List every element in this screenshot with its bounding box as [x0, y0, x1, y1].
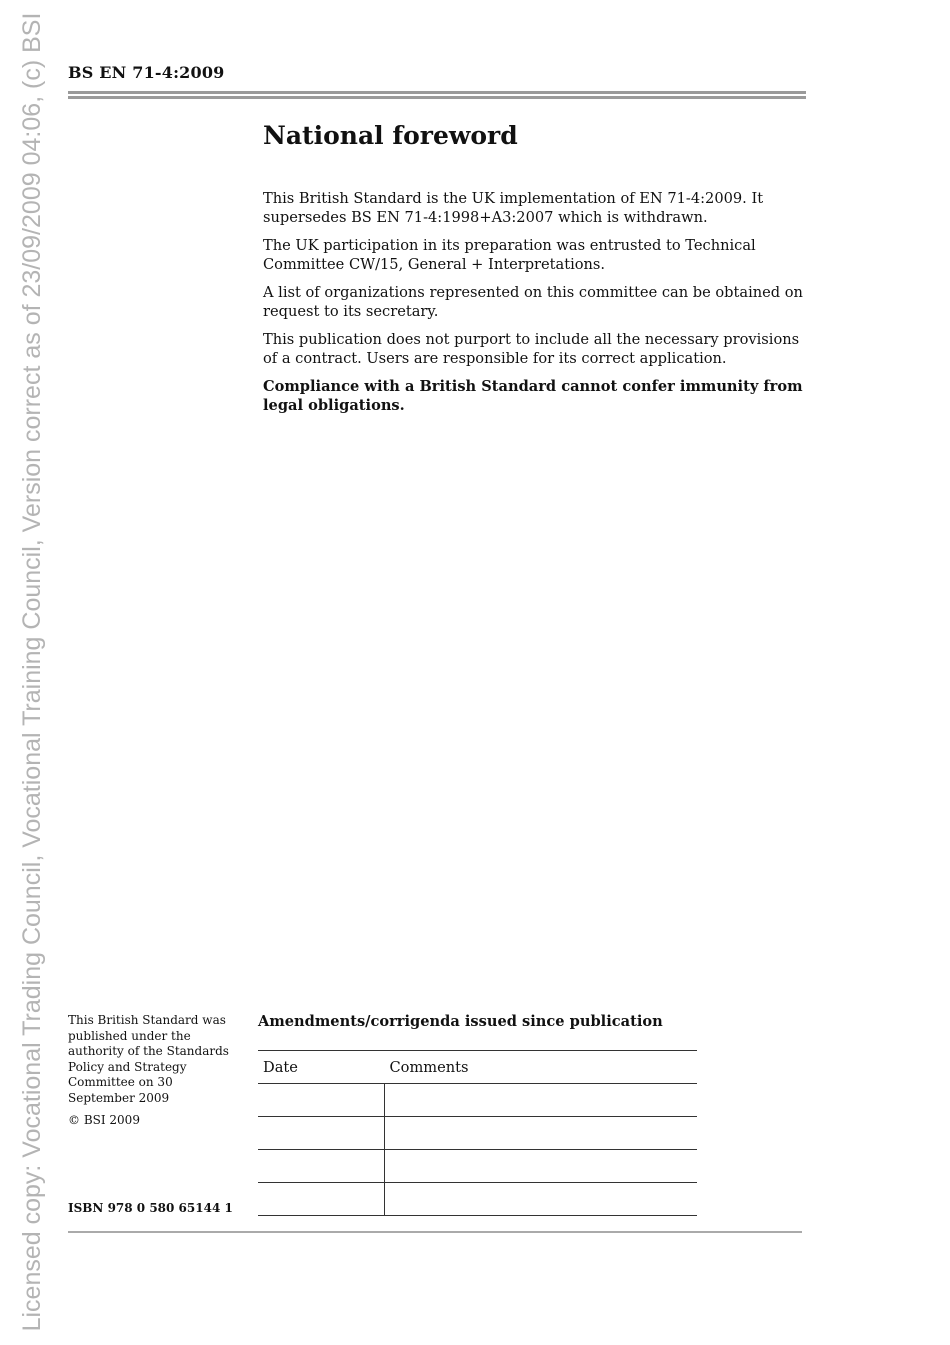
copyright-notice: © BSI 2009	[68, 1113, 140, 1127]
column-header-comments: Comments	[385, 1051, 698, 1084]
table-row	[258, 1150, 697, 1183]
table-cell-date	[258, 1183, 385, 1216]
table-header-row	[258, 1051, 697, 1084]
publication-authority: This British Standard was published under the authority of the Standards Policy and Strategy Committee on 30 September 2009	[68, 1013, 229, 1105]
amendments-table	[258, 1050, 697, 1216]
header-divider-bottom	[68, 96, 806, 99]
amendments-title: Amendments/corrigenda issued since publication	[258, 1013, 663, 1030]
compliance-statement: Compliance with a British Standard cannot confer immunity from legal obligations.	[263, 378, 803, 414]
table-cell-date	[258, 1150, 385, 1183]
table-cell-comments	[385, 1117, 698, 1150]
table-cell-comments	[385, 1084, 698, 1117]
foreword-paragraph: This British Standard is the UK implementation of EN 71-4:2009. It supersedes BS EN 71-4:1998+A3:2007 which is withdrawn.	[263, 190, 764, 226]
header-divider-top	[68, 91, 806, 94]
foreword-paragraph: The UK participation in its preparation was entrusted to Technical Committee CW/15, General + Interpretations.	[263, 237, 756, 273]
table-cell-comments	[385, 1183, 698, 1216]
table-cell-date	[258, 1084, 385, 1117]
table-row	[258, 1183, 697, 1216]
license-watermark: Licensed copy: Vocational Trading Council, Vocational Training Council, Version correct as of 23/09/2009 04:06, (c) BSI	[18, 12, 46, 1332]
page-title: National foreword	[263, 121, 518, 150]
table-cell-date	[258, 1117, 385, 1150]
table-cell-comments	[385, 1150, 698, 1183]
table-row	[258, 1117, 697, 1150]
foreword-body	[263, 189, 808, 424]
table-row	[258, 1084, 697, 1117]
foreword-paragraph: A list of organizations represented on this committee can be obtained on request to its secretary.	[263, 284, 803, 320]
column-header-date: Date	[258, 1051, 385, 1084]
foreword-paragraph: This publication does not purport to include all the necessary provisions of a contract. Users are responsible for its correct application.	[263, 331, 800, 367]
isbn-number: ISBN 978 0 580 65144 1	[68, 1201, 233, 1215]
footer-divider	[68, 1231, 802, 1233]
document-reference: BS EN 71-4:2009	[68, 63, 225, 82]
